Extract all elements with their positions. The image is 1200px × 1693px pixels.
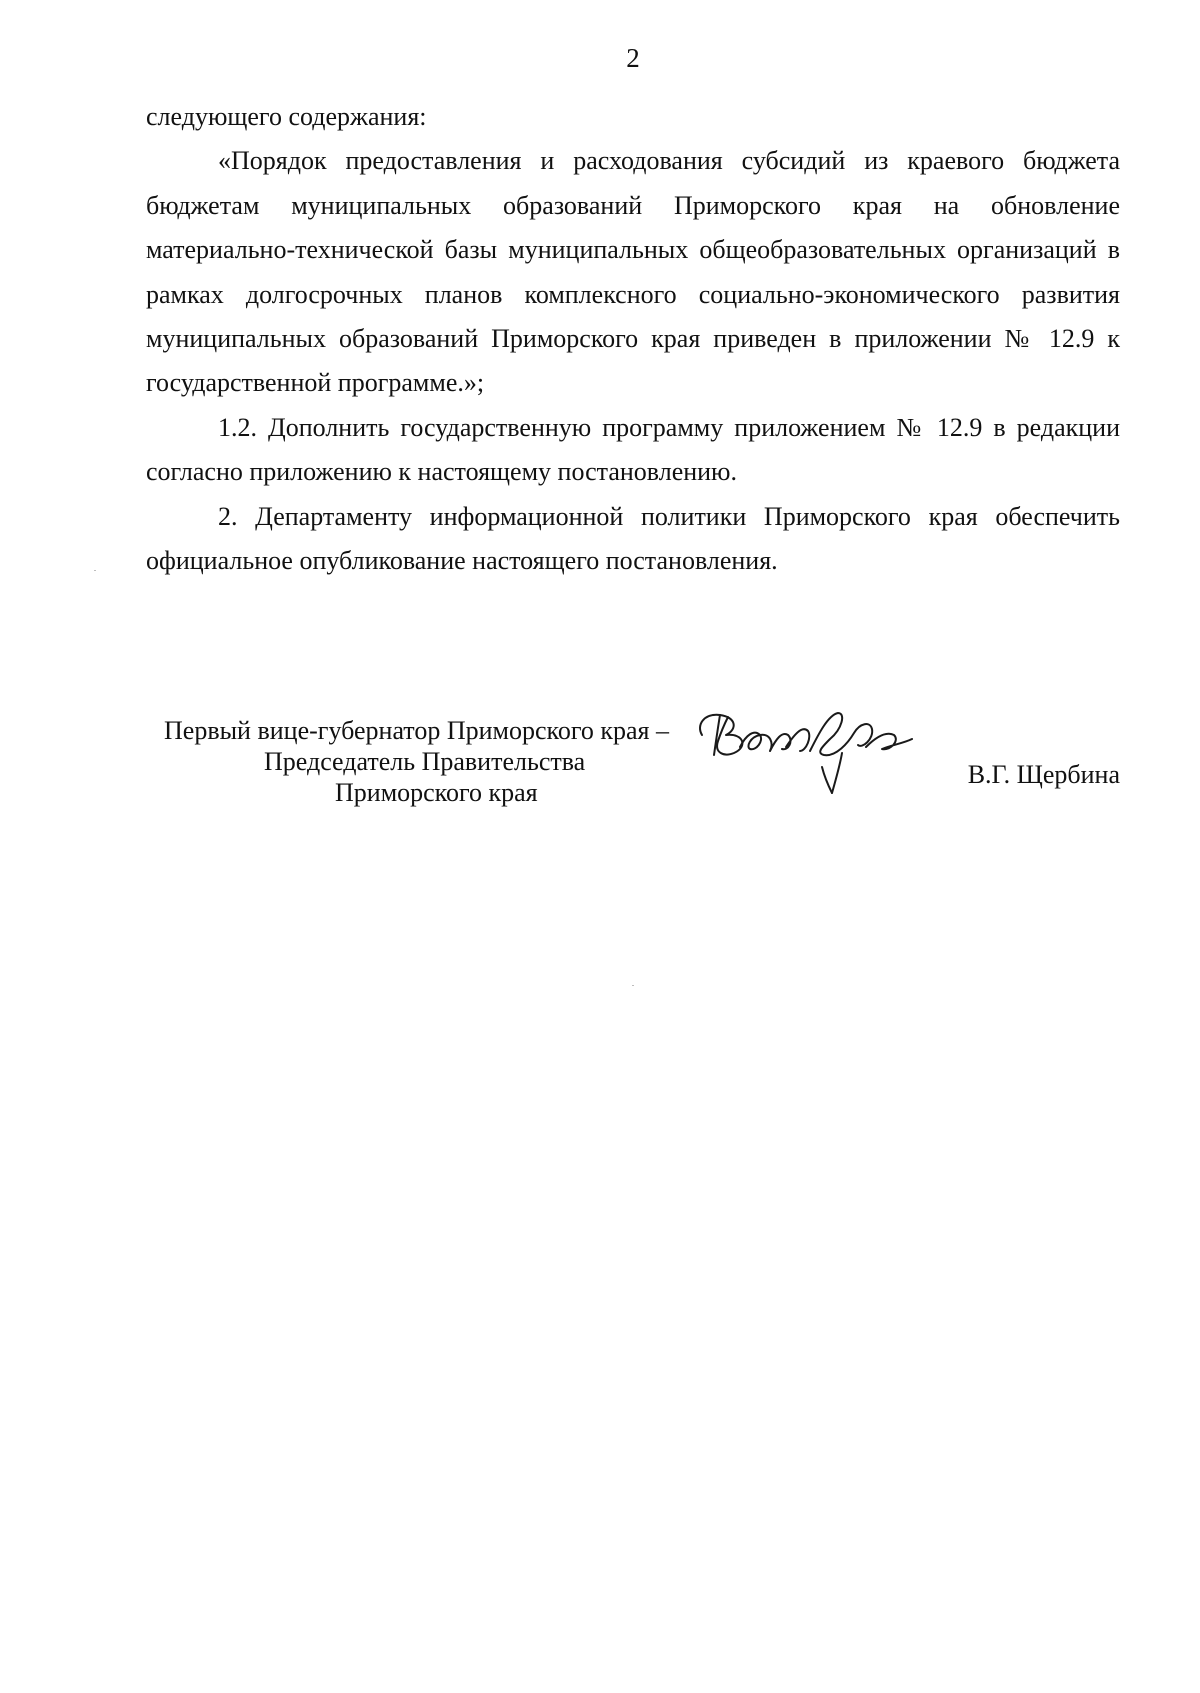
signatory-name: В.Г. Щербина <box>967 760 1120 789</box>
handwritten-signature <box>690 695 930 805</box>
signatory-position <box>160 715 760 808</box>
signatory-position-line-1: Первый вице-губернатор Приморского края – <box>164 716 669 745</box>
paragraph-quoted-procedure: «Порядок предоставления и расходования субсидий из краевого бюджета бюджетам муниципальных образований Приморского края на обновление материально-технической базы муниципальных общеобразовательных организаций в рамках долгосрочных планов комплексного социально-экономического развития муниципальных образований Приморского края приведен в приложении № 12.9 к государственной программе.»; <box>146 146 1120 398</box>
signatory-position-line-2: Председатель Правительства <box>264 747 586 776</box>
scan-artifact <box>94 570 96 571</box>
document-body <box>146 95 1120 583</box>
paragraph-item-1-2: 1.2. Дополнить государственную программу приложением № 12.9 в редакции согласно приложению к настоящему постановлению. <box>146 412 1120 487</box>
paragraph-item-2: 2. Департаменту информационной политики Приморского края обеспечить официальное опубликование настоящего постановления. <box>146 501 1120 576</box>
signature-block <box>160 715 1120 835</box>
paragraph-intro: следующего содержания: <box>146 102 427 131</box>
page-number: 2 <box>626 43 640 73</box>
signatory-position-line-3: Приморского края <box>335 778 538 807</box>
scan-artifact <box>632 985 634 986</box>
